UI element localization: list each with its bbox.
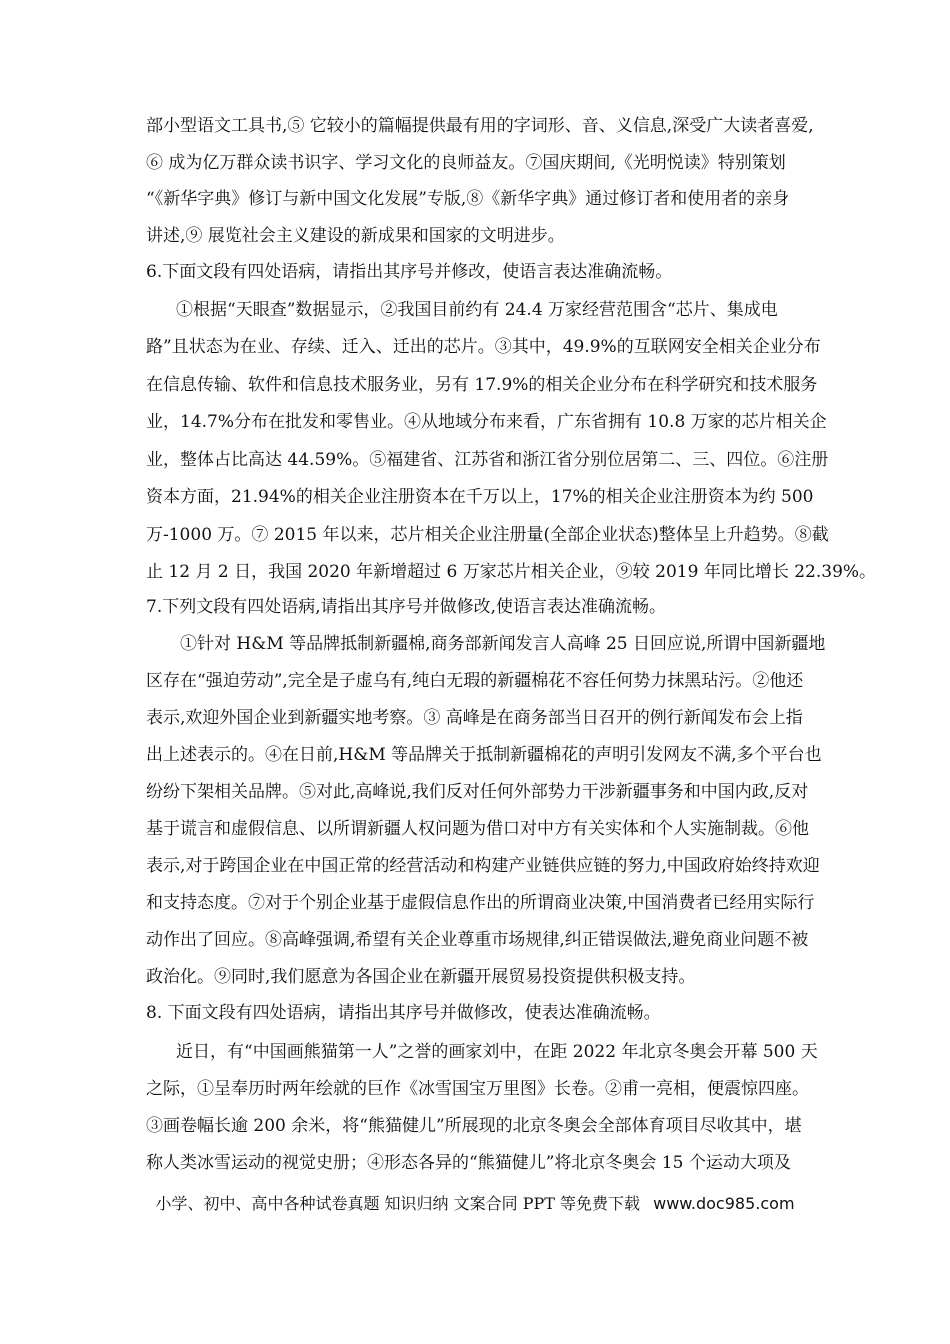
q7-text-line: 区存在“强迫劳动”,完全是子虚乌有,纯白无瑕的新疆棉花不容任何势力抹黑玷污。②他还 [146, 671, 804, 691]
q8-text-line: ③画卷幅长逾 200 余米，将“熊猫健儿”所展现的北京冬奥会全部体育项目尽收其中，堪 [146, 1116, 802, 1136]
q6-heading: 6.下面文段有四处语病，请指出其序号并修改，使语言表达准确流畅。 [146, 262, 673, 282]
footer-url[interactable]: www.doc985.com [653, 1194, 795, 1213]
q5-text-line: 讲述,⑨ 展览社会主义建设的新成果和国家的文明进步。 [146, 226, 565, 246]
q7-text-line: 纷纷下架相关品牌。⑤对此,高峰说,我们反对任何外部势力干涉新疆事务和中国内政,反对 [146, 782, 809, 802]
q7-text-line: 表示,对于跨国企业在中国正常的经营活动和构建产业链供应链的努力,中国政府始终持欢迎 [146, 856, 820, 876]
page-footer [0, 1194, 950, 1214]
q7-text-line: 和支持态度。⑦对于个别企业基于虚假信息作出的所谓商业决策,中国消费者已经用实际行 [146, 893, 815, 913]
q6-text-line: 在信息传输、软件和信息技术服务业，另有 17.9%的相关企业分布在科学研究和技术服务 [146, 375, 818, 395]
footer-text: 小学、初中、高中各种试卷真题 知识归纳 文案合同 PPT 等免费下载 [155, 1194, 641, 1213]
q7-text-line: 基于谎言和虚假信息、以所谓新疆人权问题为借口对中方有关实体和个人实施制裁。⑥他 [146, 819, 809, 839]
q5-text-line: ⑥ 成为亿万群众读书识字、学习文化的良师益友。⑦国庆期间,《光明悦读》特别策划 [146, 153, 786, 173]
q7-heading: 7.下列文段有四处语病,请指出其序号并做修改,使语言表达准确流畅。 [146, 597, 667, 617]
q6-text-line: 业，整体占比高达 44.59%。⑤福建省、江苏省和浙江省分别位居第二、三、四位。⑥注册 [146, 450, 829, 470]
q5-text-line: “《新华字典》修订与新中国文化发展”专版,⑧《新华字典》通过修订者和使用者的亲身 [146, 189, 790, 209]
q7-text-line: 政治化。⑨同时,我们愿意为各国企业在新疆开展贸易投资提供积极支持。 [146, 967, 696, 987]
q6-text-line: 业，14.7%分布在批发和零售业。④从地域分布来看，广东省拥有 10.8 万家的芯片相关企 [146, 412, 827, 432]
q7-text-line: 出上述表示的。④在日前,H&M 等品牌关于抵制新疆棉花的声明引发网友不满,多个平台也 [146, 745, 822, 765]
q6-text-line: 止 12 月 2 日，我国 2020 年新增超过 6 万家芯片相关企业，⑨较 2019 年同比增长 22.39%。 [146, 562, 877, 582]
q6-text-line: 资本方面，21.94%的相关企业注册资本在千万以上，17%的相关企业注册资本为约 500 [146, 487, 814, 507]
q6-text-line: 万-1000 万。⑦ 2015 年以来，芯片相关企业注册量(全部企业状态)整体呈上升趋势。⑧截 [146, 525, 829, 545]
q7-text-line: ①针对 H&M 等品牌抵制新疆棉,商务部新闻发言人高峰 25 日回应说,所谓中国新疆地 [180, 634, 826, 654]
q7-text-line: 表示,欢迎外国企业到新疆实地考察。③ 高峰是在商务部当日召开的例行新闻发布会上指 [146, 708, 803, 728]
q5-text-line: 部小型语文工具书,⑤ 它较小的篇幅提供最有用的字词形、音、义信息,深受广大读者喜爱, [146, 116, 814, 136]
q8-text-line: 近日，有“中国画熊猫第一人”之誉的画家刘中，在距 2022 年北京冬奥会开幕 500 天 [176, 1042, 818, 1062]
q6-text-line: ①根据“天眼查”数据显示，②我国目前约有 24.4 万家经营范围含“芯片、集成电 [176, 300, 778, 320]
q6-text-line: 路”且状态为在业、存续、迁入、迁出的芯片。③其中，49.9%的互联网安全相关企业分布 [146, 337, 821, 357]
q8-text-line: 称人类冰雪运动的视觉史册；④形态各异的“熊猫健儿”将北京冬奥会 15 个运动大项及 [146, 1153, 791, 1173]
q8-heading: 8. 下面文段有四处语病，请指出其序号并做修改，使表达准确流畅。 [146, 1003, 661, 1023]
q7-text-line: 动作出了回应。⑧高峰强调,希望有关企业尊重市场规律,纠正错误做法,避免商业问题不被 [146, 930, 809, 950]
q8-text-line: 之际，①呈奉历时两年绘就的巨作《冰雪国宝万里图》长卷。②甫一亮相，便震惊四座。 [146, 1079, 809, 1099]
